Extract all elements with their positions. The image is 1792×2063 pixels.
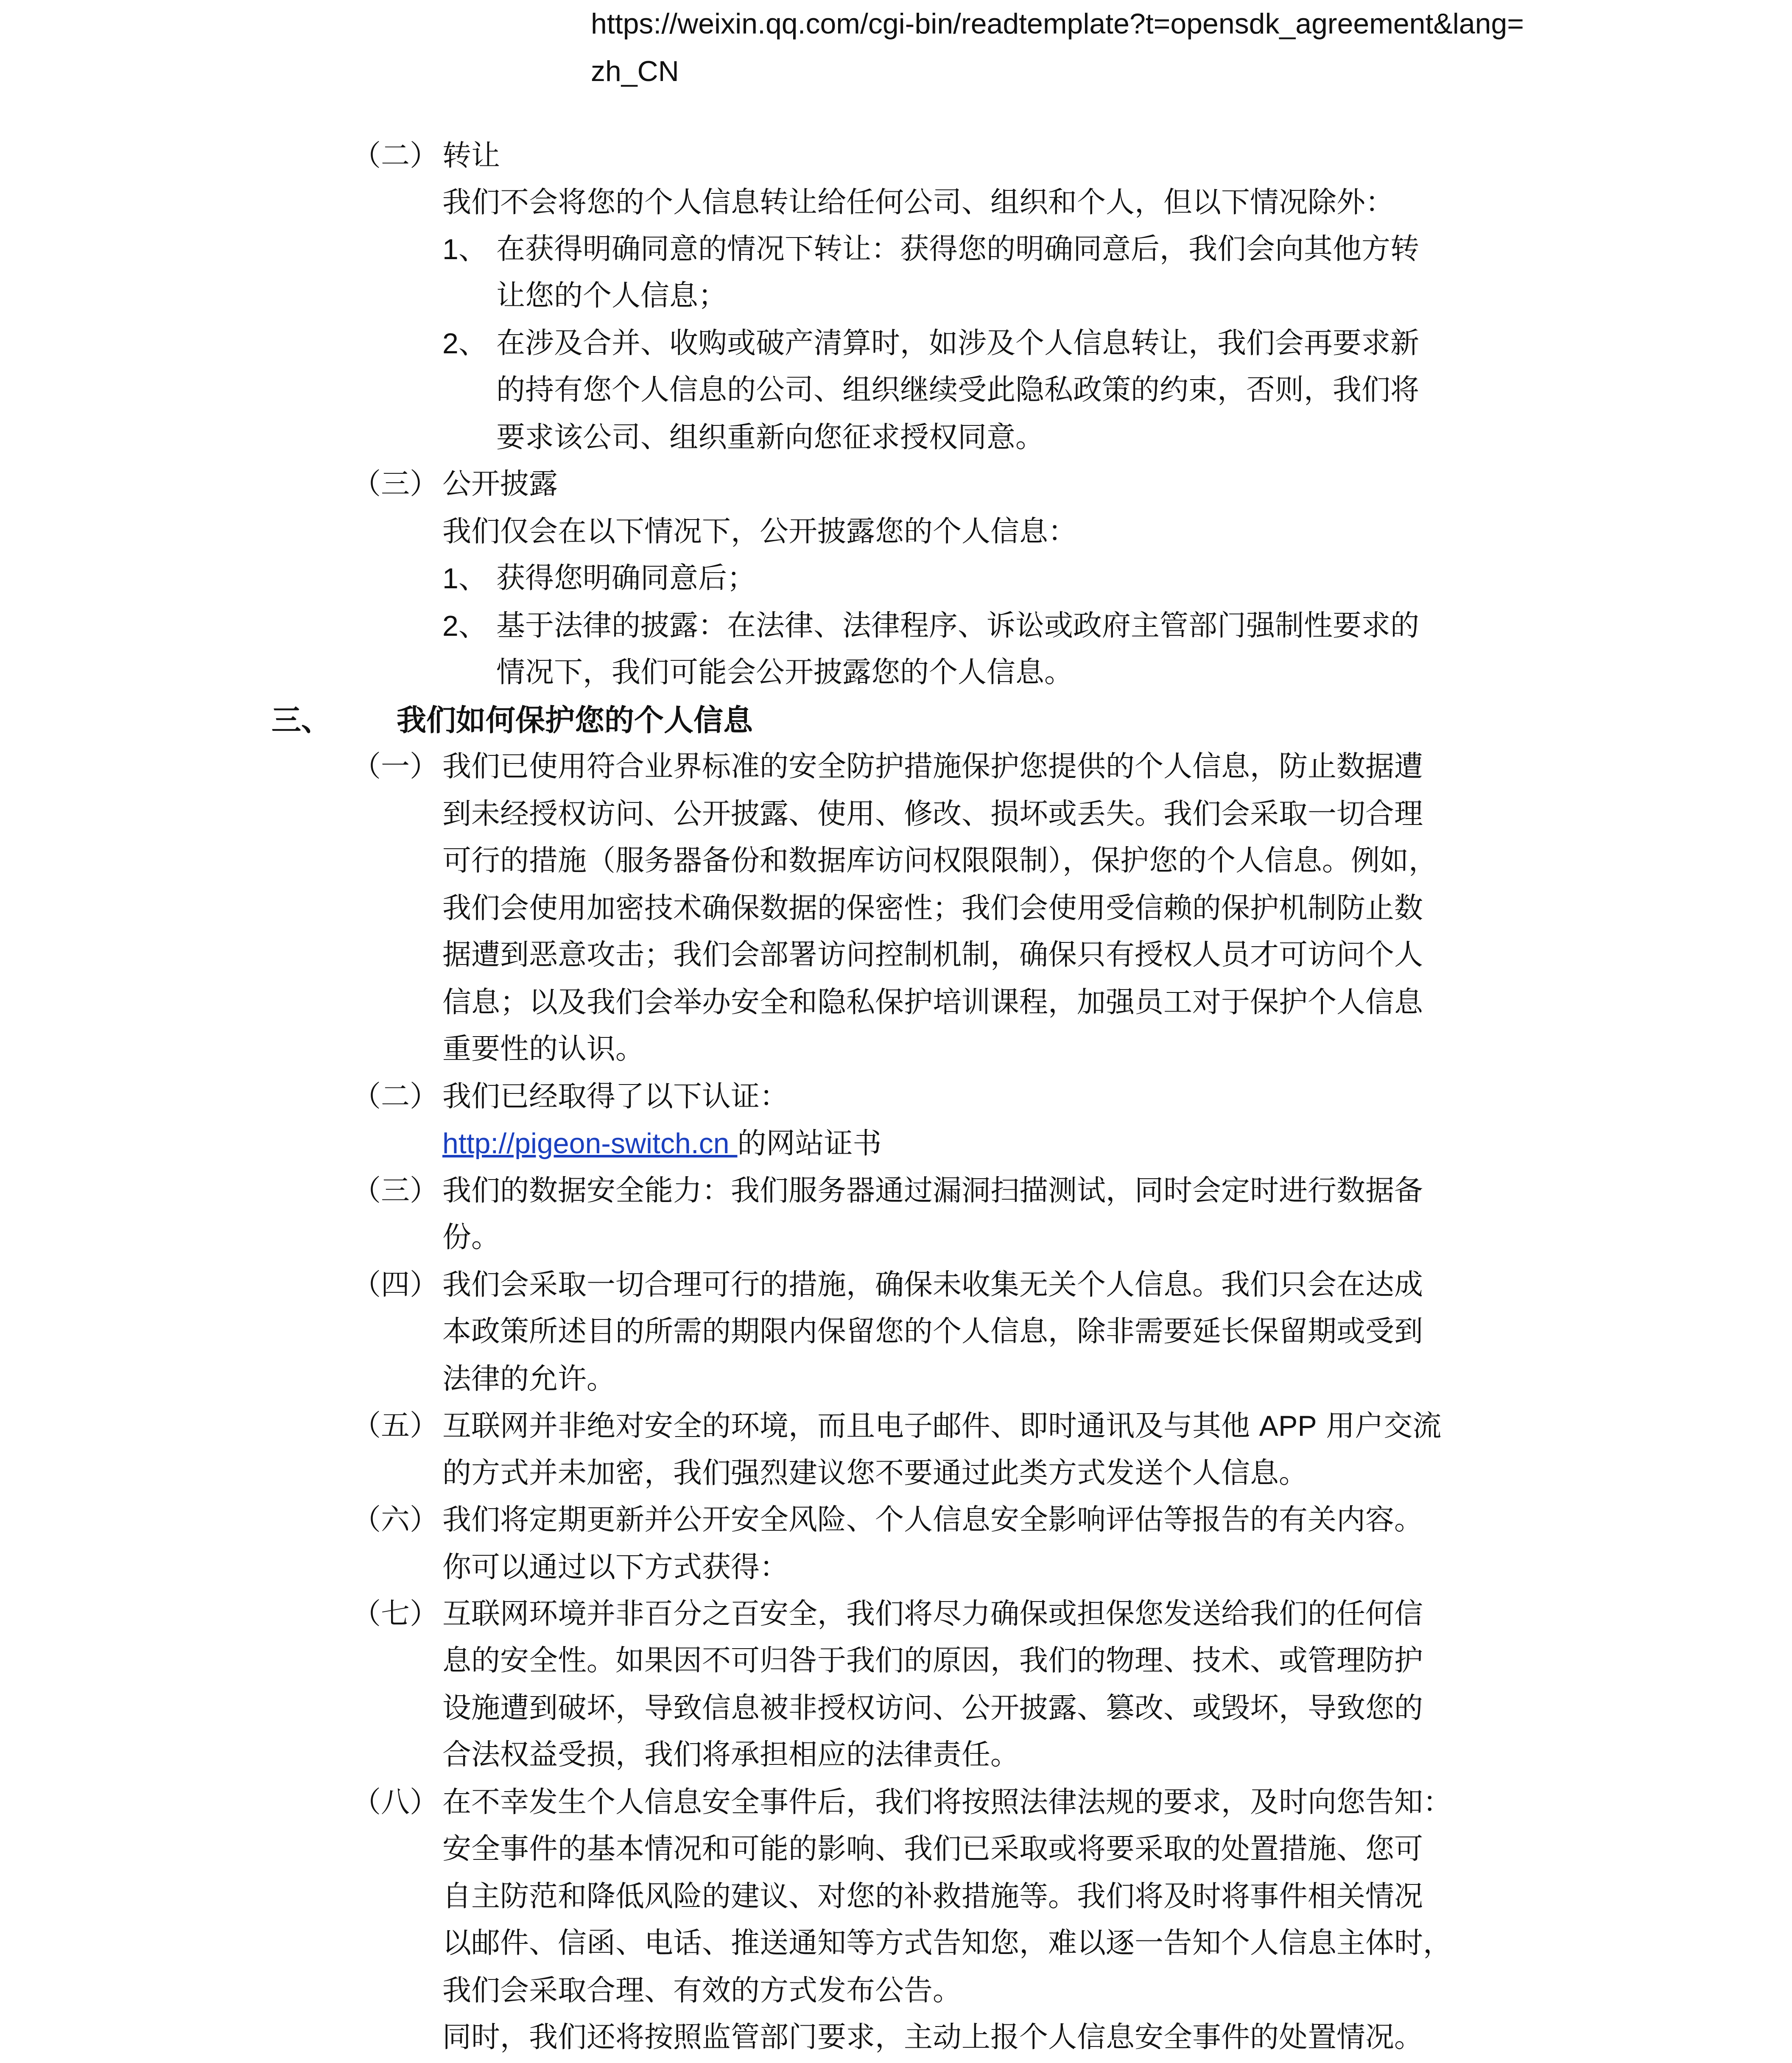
paragraph-line: 本政策所述目的所需的期限内保留您的个人信息，除非需要延长保留期或受到 [442, 1315, 1423, 1348]
paragraph-line: 我们将定期更新并公开安全风险、个人信息安全影响评估等报告的有关内容。 [442, 1503, 1423, 1537]
paragraph-line: 互联网环境并非百分之百安全，我们将尽力确保或担保您发送给我们的任何信 [442, 1597, 1423, 1631]
certificate-site-link[interactable]: http://pigeon-switch.cn [442, 1127, 738, 1160]
paragraph-line: 我们已使用符合业界标准的安全防护措施保护您提供的个人信息，防止数据遭 [442, 750, 1423, 783]
section-heading: 我们如何保护您的个人信息 [397, 702, 753, 738]
agreement-url[interactable]: https://weixin.qq.com/cgi-bin/readtemplate?t=opensdk_agreement&lang=zh_CN [591, 8, 1524, 87]
paragraph-line: 我们仅会在以下情况下，公开披露您的个人信息： [442, 515, 1077, 548]
subsection-number: （三） [352, 467, 439, 501]
paragraph-line: 我们会采取合理、有效的方式发布公告。 [442, 1974, 962, 2007]
list-item-number: 1、 [442, 562, 487, 595]
list-item-line: 在涉及合并、收购或破产清算时，如涉及个人信息转让，我们会再要求新 [496, 327, 1420, 360]
list-item-line: 在获得明确同意的情况下转让：获得您的明确同意后，我们会向其他方转 [496, 232, 1420, 266]
paragraph-line: 到未经授权访问、公开披露、使用、修改、损坏或丢失。我们会采取一切合理 [442, 797, 1423, 831]
paragraph-line: 合法权益受损，我们将承担相应的法律责任。 [442, 1738, 1020, 1772]
subsection-number: （三） [352, 1174, 439, 1208]
list-item-number: 2、 [442, 327, 487, 360]
subsection-number: （四） [352, 1268, 439, 1302]
paragraph-line: 同时，我们还将按照监管部门要求，主动上报个人信息安全事件的处置情况。 [442, 2021, 1423, 2054]
subsection-title: 转让 [442, 139, 500, 173]
paragraph-line: 我们的数据安全能力：我们服务器通过漏洞扫描测试，同时会定时进行数据备 [442, 1174, 1423, 1208]
list-item-number: 1、 [442, 233, 487, 266]
paragraph-line: 的方式并未加密，我们强烈建议您不要通过此类方式发送个人信息。 [442, 1456, 1308, 1490]
paragraph-line: 在不幸发生个人信息安全事件后，我们将按照法律法规的要求，及时向您告知： [442, 1786, 1452, 1819]
list-item-line: 情况下，我们可能会公开披露您的个人信息。 [496, 656, 1074, 689]
subsection-number: （五） [352, 1409, 439, 1442]
subsection-number: （二） [352, 139, 439, 173]
paragraph-line: 自主防范和降低风险的建议、对您的补救措施等。我们将及时将事件相关情况 [442, 1880, 1423, 1913]
list-item-line: 基于法律的披露：在法律、法律程序、诉讼或政府主管部门强制性要求的 [496, 609, 1420, 643]
paragraph-line: 我们会采取一切合理可行的措施，确保未收集无关个人信息。我们只会在达成 [442, 1268, 1423, 1302]
list-item-line: 让您的个人信息； [496, 279, 727, 313]
subsection-number: （八） [352, 1786, 439, 1819]
paragraph-line: 可行的措施（服务器备份和数据库访问权限限制），保护您的个人信息。例如， [442, 844, 1438, 878]
list-item-line: 的持有您个人信息的公司、组织继续受此隐私政策的约束，否则，我们将 [496, 373, 1420, 407]
app-term: APP [1259, 1410, 1317, 1442]
paragraph-line: 你可以通过以下方式获得： [442, 1551, 789, 1584]
paragraph-line: 息的安全性。如果因不可归咎于我们的原因，我们的物理、技术、或管理防护 [442, 1644, 1423, 1677]
text-span: 用户交流 [1317, 1409, 1442, 1443]
paragraph-line: 据遭到恶意攻击；我们会部署访问控制机制，确保只有授权人员才可访问个人 [442, 938, 1423, 972]
paragraph-line: 份。 [442, 1221, 500, 1254]
subsection-number: （二） [352, 1080, 439, 1113]
subsection-number: （六） [352, 1503, 439, 1537]
certificate-line [442, 1123, 882, 1164]
paragraph-line: 信息；以及我们会举办安全和隐私保护培训课程，加强员工对于保护个人信息 [442, 986, 1423, 1019]
paragraph-line: 法律的允许。 [442, 1362, 616, 1396]
section-number: 三、 [271, 702, 331, 738]
paragraph-line: 我们不会将您的个人信息转让给任何公司、组织和个人，但以下情况除外： [442, 186, 1395, 219]
certificate-suffix: 的网站证书 [737, 1127, 882, 1160]
list-item-line: 获得您明确同意后； [496, 562, 756, 595]
paragraph-line: 以邮件、信函、电话、推送通知等方式告知您，难以逐一告知个人信息主体时， [442, 1926, 1452, 1960]
text-span: 互联网并非绝对安全的环境，而且电子邮件、即时通讯及与其他 [442, 1409, 1259, 1443]
subsection-number: （一） [352, 750, 439, 783]
paragraph-line [442, 1406, 1441, 1447]
paragraph-line: 安全事件的基本情况和可能的影响、我们已采取或将要采取的处置措施、您可 [442, 1832, 1423, 1866]
paragraph-line: 我们已经取得了以下认证： [442, 1080, 789, 1113]
list-item-line: 要求该公司、组织重新向您征求授权同意。 [496, 421, 1045, 454]
subsection-title: 公开披露 [442, 467, 558, 501]
subsection-number: （七） [352, 1597, 439, 1631]
paragraph-line: 我们会使用加密技术确保数据的保密性；我们会使用受信赖的保护机制防止数 [442, 892, 1423, 925]
list-item-number: 2、 [442, 610, 487, 642]
paragraph-line: 重要性的认识。 [442, 1032, 645, 1066]
paragraph-line: 设施遭到破坏，导致信息被非授权访问、公开披露、篡改、或毁坏，导致您的 [442, 1691, 1423, 1725]
